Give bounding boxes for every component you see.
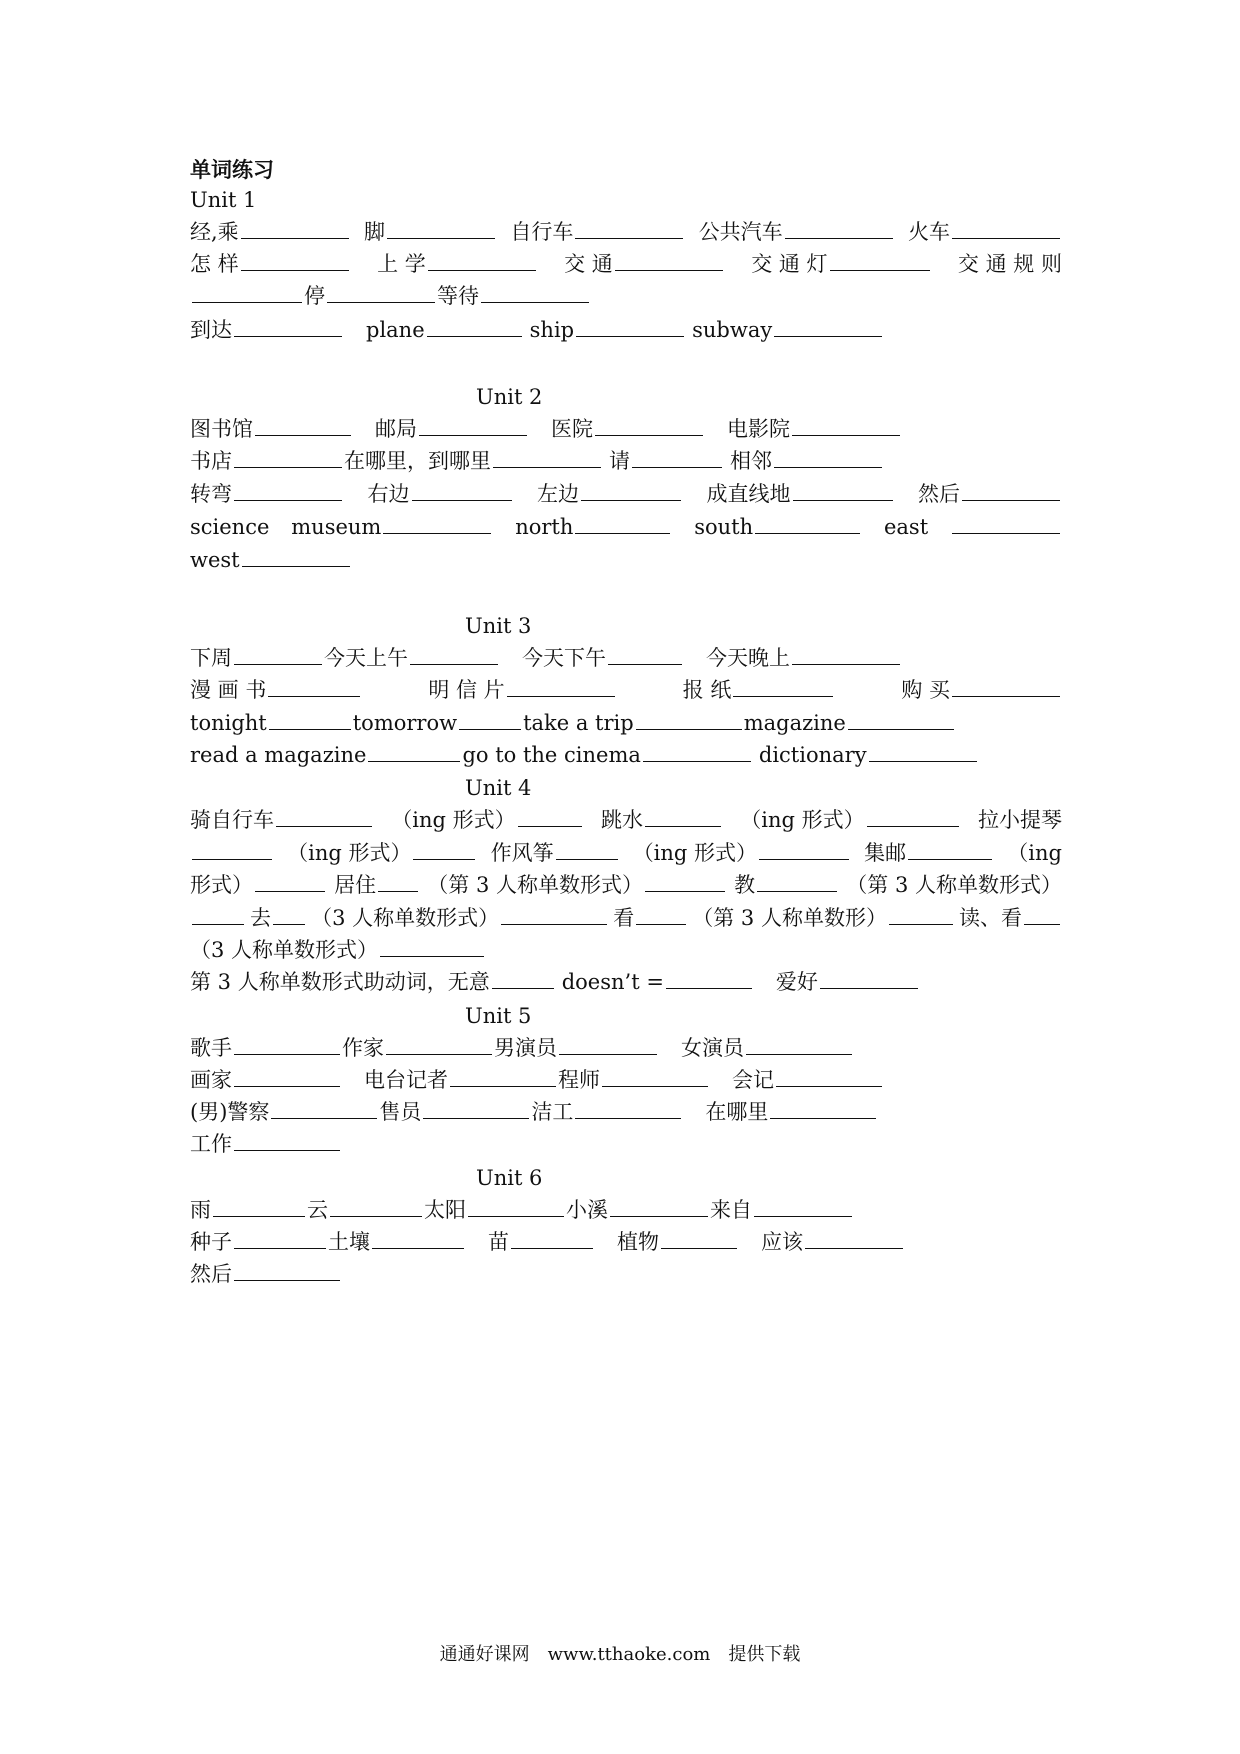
word-prompt: 医院 <box>551 417 593 441</box>
word-prompt: 然后 <box>190 1262 232 1286</box>
answer-blank[interactable] <box>759 837 849 860</box>
word-prompt: 经,乘 <box>190 220 239 244</box>
word-prompt: 下周 <box>190 646 232 670</box>
word-prompt: 骑自行车 <box>190 808 274 832</box>
word-prompt: 爱好 <box>775 970 818 994</box>
word-prompt: 工作 <box>190 1132 232 1156</box>
unit4-row3 <box>190 869 1062 901</box>
answer-blank[interactable] <box>372 1226 464 1249</box>
answer-blank[interactable] <box>327 280 435 303</box>
unit1-row3 <box>190 280 1062 312</box>
unit6-label: Unit 6 <box>476 1166 543 1190</box>
answer-blank[interactable] <box>962 478 1060 501</box>
unit4-row4 <box>190 902 1062 934</box>
answer-blank[interactable] <box>610 1194 708 1217</box>
word-prompt: 请 <box>609 449 630 473</box>
word-prompt: （第 3 人称单数形） <box>692 906 887 930</box>
answer-blank[interactable] <box>776 1064 882 1087</box>
answer-blank[interactable] <box>576 314 684 337</box>
word-prompt: 教 <box>734 873 756 897</box>
answer-blank[interactable] <box>774 314 882 337</box>
answer-blank[interactable] <box>459 707 521 730</box>
answer-blank[interactable] <box>575 1096 681 1119</box>
unit5-label: Unit 5 <box>465 1004 532 1028</box>
word-prompt: 公共汽车 <box>698 220 783 244</box>
page-title: 单词练习 <box>190 157 274 182</box>
unit2-row3 <box>190 478 1062 510</box>
answer-blank[interactable] <box>755 511 860 534</box>
answer-blank[interactable] <box>410 642 498 665</box>
word-prompt: 作风筝 <box>490 841 554 865</box>
answer-blank[interactable] <box>380 934 484 957</box>
answer-blank[interactable] <box>556 837 618 860</box>
answer-blank[interactable] <box>234 314 342 337</box>
word-prompt: 购 买 <box>901 678 950 702</box>
word-prompt: 应该 <box>761 1230 803 1254</box>
word-prompt: （第 3 人称单数形式） <box>427 873 643 897</box>
answer-blank[interactable] <box>636 707 742 730</box>
answer-blank[interactable] <box>820 966 918 989</box>
answer-blank[interactable] <box>241 216 349 239</box>
word-prompt: 女演员 <box>681 1036 744 1060</box>
unit3-row1 <box>190 642 1062 674</box>
answer-blank[interactable] <box>757 869 837 892</box>
word-prompt: 形式） <box>190 873 253 897</box>
word-prompt: go to the cinema <box>462 743 641 767</box>
word-prompt: （3 人称单数形式） <box>311 906 500 930</box>
word-prompt: 苗 <box>488 1230 509 1254</box>
word-prompt: 今天上午 <box>324 646 408 670</box>
word-prompt: 漫 画 书 <box>190 678 267 702</box>
unit2-row4 <box>190 511 1062 543</box>
unit3-row4 <box>190 739 1062 771</box>
word-prompt: 电台记者 <box>364 1068 448 1092</box>
word-prompt: （ing 形式） <box>632 841 758 865</box>
word-prompt: 交 通 规 则 <box>957 252 1062 276</box>
answer-blank[interactable] <box>213 1194 305 1217</box>
unit3-row3 <box>190 707 1062 739</box>
answer-blank[interactable] <box>793 478 893 501</box>
answer-blank[interactable] <box>952 511 1060 534</box>
word-prompt: 会记 <box>732 1068 774 1092</box>
word-prompt: ship <box>529 318 575 342</box>
answer-blank[interactable] <box>632 445 722 468</box>
word-prompt: 书店 <box>190 449 232 473</box>
word-prompt: south <box>694 515 754 539</box>
answer-blank[interactable] <box>255 413 351 436</box>
answer-blank[interactable] <box>581 478 681 501</box>
word-prompt: 男演员 <box>494 1036 557 1060</box>
answer-blank[interactable] <box>575 216 683 239</box>
unit1-row4 <box>190 314 1062 346</box>
word-prompt: 集邮 <box>864 841 907 865</box>
word-prompt: 在哪里 <box>705 1100 769 1124</box>
word-prompt: 电影院 <box>727 417 790 441</box>
word-prompt: 画家 <box>190 1068 232 1092</box>
word-prompt: subway <box>692 318 773 342</box>
word-prompt: 右边 <box>367 482 410 506</box>
word-prompt: 交 通 <box>564 252 613 276</box>
word-prompt: （ing 形式） <box>740 808 865 832</box>
unit5-row2 <box>190 1064 1062 1096</box>
answer-blank[interactable] <box>276 804 372 827</box>
word-prompt: 售员 <box>379 1100 422 1124</box>
answer-blank[interactable] <box>234 445 342 468</box>
unit5-row1 <box>190 1032 1062 1064</box>
word-prompt: （ing 形式） <box>391 808 516 832</box>
word-prompt: 报 纸 <box>682 678 732 702</box>
answer-blank[interactable] <box>908 837 992 860</box>
answer-blank[interactable] <box>869 739 977 762</box>
answer-blank[interactable] <box>234 1258 340 1281</box>
word-prompt: science <box>190 515 270 539</box>
answer-blank[interactable] <box>770 1096 876 1119</box>
answer-blank[interactable] <box>242 544 350 567</box>
word-prompt: （ing 形式） <box>287 841 412 865</box>
answer-blank[interactable] <box>387 216 495 239</box>
answer-blank[interactable] <box>666 966 752 989</box>
answer-blank[interactable] <box>413 837 475 860</box>
word-prompt: （3 人称单数形式） <box>190 938 379 962</box>
word-prompt: 太阳 <box>424 1198 466 1222</box>
answer-blank[interactable] <box>234 1226 326 1249</box>
answer-blank[interactable] <box>269 707 351 730</box>
word-prompt: 邮局 <box>375 417 417 441</box>
answer-blank[interactable] <box>952 216 1060 239</box>
word-prompt: 种子 <box>190 1230 232 1254</box>
answer-blank[interactable] <box>450 1064 556 1087</box>
answer-blank[interactable] <box>1024 902 1060 925</box>
page-footer: 通通好课网 www.tthaoke.com 提供下载 <box>439 1644 801 1665</box>
answer-blank[interactable] <box>268 674 360 697</box>
answer-blank[interactable] <box>643 739 751 762</box>
word-prompt: 相邻 <box>730 449 772 473</box>
word-prompt: 交 通 灯 <box>751 252 828 276</box>
answer-blank[interactable] <box>559 1032 657 1055</box>
word-prompt: take a trip <box>523 711 634 735</box>
unit6-row1 <box>190 1194 1062 1226</box>
word-prompt: 云 <box>307 1198 328 1222</box>
unit6-row3 <box>190 1258 1062 1290</box>
answer-blank[interactable] <box>746 1032 852 1055</box>
answer-blank[interactable] <box>575 511 670 534</box>
word-prompt: 小溪 <box>566 1198 608 1222</box>
word-prompt: 怎 样 <box>190 252 239 276</box>
answer-blank[interactable] <box>255 869 325 892</box>
word-prompt: 停 <box>304 284 325 308</box>
answer-blank[interactable] <box>645 804 721 827</box>
answer-blank[interactable] <box>241 248 349 271</box>
word-prompt: 看 <box>613 906 635 930</box>
word-prompt: doesn’t = <box>561 970 664 994</box>
word-prompt: tonight <box>190 711 267 735</box>
word-prompt: 转弯 <box>190 482 232 506</box>
answer-blank[interactable] <box>383 511 491 534</box>
unit2-row5 <box>190 544 1062 576</box>
word-prompt: 植物 <box>617 1230 659 1254</box>
answer-blank[interactable] <box>867 804 959 827</box>
word-prompt: 等待 <box>437 284 479 308</box>
answer-blank[interactable] <box>493 445 601 468</box>
word-prompt: 火车 <box>908 220 950 244</box>
word-prompt: museum <box>291 515 382 539</box>
unit2-row2 <box>190 445 1062 477</box>
unit1-row2 <box>190 248 1062 280</box>
word-prompt: 今天晚上 <box>706 646 790 670</box>
unit1-row1 <box>190 216 1062 248</box>
answer-blank[interactable] <box>518 804 582 827</box>
word-prompt: 左边 <box>537 482 579 506</box>
word-prompt: 第 3 人称单数形式助动词，无意 <box>190 970 490 994</box>
word-prompt: 到达 <box>190 318 232 342</box>
word-prompt: （ing <box>1007 841 1062 865</box>
answer-blank[interactable] <box>733 674 833 697</box>
answer-blank[interactable] <box>511 1226 593 1249</box>
word-prompt: 图书馆 <box>190 417 253 441</box>
word-prompt: north <box>515 515 574 539</box>
answer-blank[interactable] <box>330 1194 422 1217</box>
answer-blank[interactable] <box>386 1032 492 1055</box>
answer-blank[interactable] <box>602 1064 708 1087</box>
unit4-row5 <box>190 934 1062 966</box>
word-prompt: dictionary <box>758 743 867 767</box>
word-prompt: （第 3 人称单数形式） <box>846 873 1062 897</box>
answer-blank[interactable] <box>830 248 930 271</box>
unit4-label: Unit 4 <box>465 776 532 800</box>
answer-blank[interactable] <box>423 1096 529 1119</box>
word-prompt: 去 <box>250 906 272 930</box>
word-prompt: 上 学 <box>377 252 426 276</box>
answer-blank[interactable] <box>636 902 686 925</box>
unit5-row4 <box>190 1128 1062 1160</box>
word-prompt: 来自 <box>710 1198 752 1222</box>
answer-blank[interactable] <box>234 478 342 501</box>
unit2-row1 <box>190 413 1062 445</box>
answer-blank[interactable] <box>595 413 703 436</box>
answer-blank[interactable] <box>468 1194 564 1217</box>
answer-blank[interactable] <box>792 413 900 436</box>
answer-blank[interactable] <box>774 445 882 468</box>
answer-blank[interactable] <box>608 642 682 665</box>
answer-blank[interactable] <box>192 280 302 303</box>
answer-blank[interactable] <box>271 1096 377 1119</box>
word-prompt: 读、看 <box>959 906 1022 930</box>
word-prompt: 跳水 <box>600 808 643 832</box>
answer-blank[interactable] <box>234 1128 340 1151</box>
answer-blank[interactable] <box>412 478 512 501</box>
answer-blank[interactable] <box>492 966 554 989</box>
answer-blank[interactable] <box>792 642 900 665</box>
word-prompt: 土壤 <box>328 1230 370 1254</box>
answer-blank[interactable] <box>848 707 954 730</box>
unit1-label: Unit 1 <box>190 188 257 212</box>
word-prompt: 拉小提琴 <box>977 808 1062 832</box>
word-prompt: west <box>190 548 240 572</box>
answer-blank[interactable] <box>378 869 418 892</box>
unit2-label: Unit 2 <box>476 385 543 409</box>
answer-blank[interactable] <box>501 902 607 925</box>
answer-blank[interactable] <box>615 248 723 271</box>
word-prompt: 程师 <box>558 1068 600 1092</box>
word-prompt: (男)警察 <box>190 1100 270 1124</box>
unit3-label: Unit 3 <box>465 614 532 638</box>
answer-blank[interactable] <box>481 280 589 303</box>
word-prompt: magazine <box>743 711 846 735</box>
unit3-row2 <box>190 674 1062 706</box>
word-prompt: read a magazine <box>190 743 367 767</box>
answer-blank[interactable] <box>661 1226 737 1249</box>
answer-blank[interactable] <box>754 1194 852 1217</box>
word-prompt: 在哪里，到哪里 <box>344 449 491 473</box>
word-prompt: 成直线地 <box>706 482 791 506</box>
unit5-row3 <box>190 1096 1062 1128</box>
answer-blank[interactable] <box>427 314 522 337</box>
answer-blank[interactable] <box>273 902 305 925</box>
answer-blank[interactable] <box>192 837 272 860</box>
unit4-row1 <box>190 804 1062 836</box>
word-prompt: east <box>883 515 929 539</box>
answer-blank[interactable] <box>192 902 244 925</box>
word-prompt: 歌手 <box>190 1036 232 1060</box>
answer-blank[interactable] <box>805 1226 903 1249</box>
unit4-row2 <box>190 837 1062 869</box>
answer-blank[interactable] <box>428 248 536 271</box>
answer-blank[interactable] <box>645 869 725 892</box>
answer-blank[interactable] <box>952 674 1060 697</box>
word-prompt: 洁工 <box>531 1100 574 1124</box>
answer-blank[interactable] <box>234 1032 340 1055</box>
answer-blank[interactable] <box>507 674 615 697</box>
answer-blank[interactable] <box>234 642 322 665</box>
answer-blank[interactable] <box>785 216 893 239</box>
answer-blank[interactable] <box>889 902 953 925</box>
word-prompt: 然后 <box>918 482 960 506</box>
unit4-row6 <box>190 966 1062 998</box>
answer-blank[interactable] <box>368 739 460 762</box>
word-prompt: 今天下午 <box>522 646 606 670</box>
word-prompt: 雨 <box>190 1198 211 1222</box>
unit6-row2 <box>190 1226 1062 1258</box>
word-prompt: 脚 <box>364 220 386 244</box>
word-prompt: 自行车 <box>510 220 574 244</box>
answer-blank[interactable] <box>234 1064 340 1087</box>
answer-blank[interactable] <box>419 413 527 436</box>
word-prompt: plane <box>366 318 425 342</box>
word-prompt: 居住 <box>334 873 377 897</box>
word-prompt: 明 信 片 <box>428 678 505 702</box>
word-prompt: 作家 <box>342 1036 384 1060</box>
word-prompt: tomorrow <box>352 711 458 735</box>
